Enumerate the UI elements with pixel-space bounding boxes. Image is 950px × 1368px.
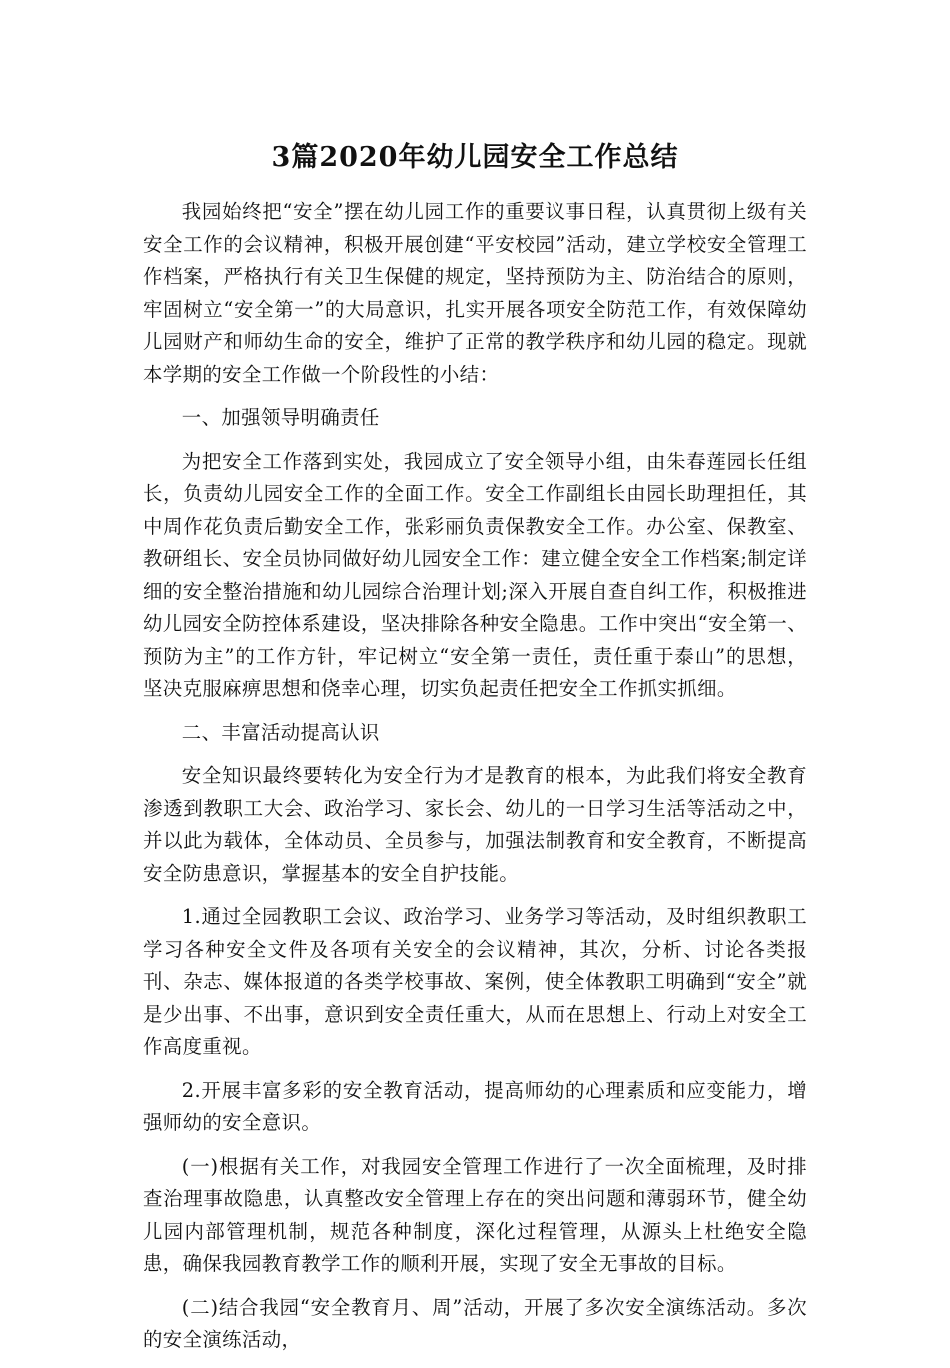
subitem-1-paragraph: (一)根据有关工作，对我园安全管理工作进行了一次全面梳理，及时排查治理事故隐患，认真整改安全管理上存在的突出问题和薄弱环节，健全幼儿园内部管理机制，规范各种制度，深化过程管理，从源头上杜绝安全隐患，确保我园教育教学工作的顺利开展，实现了安全无事故的目标。	[143, 1154, 807, 1275]
item-2-paragraph: 2.开展丰富多彩的安全教育活动，提高师幼的心理素质和应变能力，增强师幼的安全意识。	[143, 1078, 807, 1134]
section-heading-1: 一、加强领导明确责任	[181, 406, 380, 429]
section-heading-2: 二、丰富活动提高认识	[181, 720, 380, 744]
document-body	[143, 196, 807, 1368]
section-2-paragraph: 安全知识最终要转化为安全行为才是教育的根本，为此我们将安全教育渗透到教职工大会、政治学习、家长会、幼儿的一日学习生活等活动之中，并以此为载体，全体动员、全员参与，加强法制教育和安全教育，不断提高安全防患意识，掌握基本的安全自护技能。	[143, 764, 807, 885]
document-title: 3篇2020年幼儿园安全工作总结	[271, 142, 679, 173]
intro-paragraph: 我园始终把“安全”摆在幼儿园工作的重要议事日程，认真贯彻上级有关安全工作的会议精神，积极开展创建“平安校园”活动，建立学校安全管理工作档案，严格执行有关卫生保健的规定，坚持预防为主、防治结合的原则，牢固树立“安全第一”的大局意识，扎实开展各项安全防范工作，有效保障幼儿园财产和师幼生命的安全，维护了正常的教学秩序和幼儿园的稳定。现就本学期的安全工作做一个阶段性的小结：	[143, 200, 807, 386]
section-1-paragraph: 为把安全工作落到实处，我园成立了安全领导小组，由朱春莲园长任组长，负责幼儿园安全工作的全面工作。安全工作副组长由园长助理担任，其中周作花负责后勤安全工作，张彩丽负责保教安全工作。办公室、保教室、教研组长、安全员协同做好幼儿园安全工作：建立健全安全工作档案;制定详细的安全整治措施和幼儿园综合治理计划;深入开展自查自纠工作，积极推进幼儿园安全防控体系建设，坚决排除各种安全隐患。工作中突出“安全第一、预防为主”的工作方针，牢记树立“安全第一责任，责任重于泰山”的思想，坚决克服麻痹思想和侥幸心理，切实负起责任把安全工作抓实抓细。	[143, 449, 807, 700]
subitem-2-paragraph: (二)结合我园“安全教育月、周”活动，开展了多次安全演练活动。多次的安全演练活动，	[143, 1295, 807, 1351]
item-1-paragraph: 1.通过全园教职工会议、政治学习、业务学习等活动，及时组织教职工学习各种安全文件及各项有关安全的会议精神，其次，分析、讨论各类报刊、杂志、媒体报道的各类学校事故、案例，使全体教职工明确到“安全”就是少出事、不出事，意识到安全责任重大，从而在思想上、行动上对安全工作高度重视。	[143, 905, 807, 1058]
